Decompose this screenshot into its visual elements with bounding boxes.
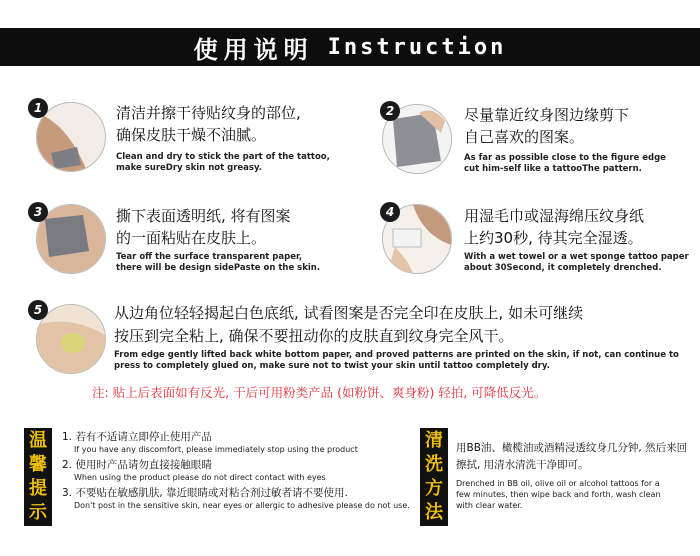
clean-label-char: 洗 xyxy=(425,454,443,475)
tip-en: When using the product please do not direct contact with eyes xyxy=(74,473,326,482)
reflection-note: 注: 贴上后表面如有反光, 干后可用粉类产品 (如粉饼、爽身粉) 轻拍, 可降低反光。 xyxy=(92,385,547,400)
tips-label-char: 馨 xyxy=(29,454,47,475)
tip-en: If you have any discomfort, please immediately stop using the product xyxy=(74,445,358,454)
step-2-zh-line1: 尽量靠近纹身图边缘剪下 xyxy=(464,106,630,124)
step-1-zh-line1: 清洁并擦干待贴纹身的部位, xyxy=(116,104,301,122)
step-5-en: From edge gently lifted back white bottom paper, and proved patterns are printed on the skin, if not, can continue to press to completely glued on, make sure not to twist your skin until tattoo completely dry. xyxy=(114,350,679,371)
tip-zh: 3. 不要贴在敏感肌肤, 靠近眼睛或对粘合剂过敏者请不要使用. xyxy=(62,487,348,499)
step-5-zh-line2: 按压到完全粘上, 确保不要扭动你的皮肤直到纹身完全风干。 xyxy=(114,327,514,345)
step-3-en: Tear off the surface transparent paper, there will be design sidePaste on the skin. xyxy=(116,252,321,273)
clean-method-zh: 用BB油、橄榄油或酒精浸透纹身几分钟, 然后来回擦拭, 用清水清洗干净即可。 xyxy=(456,442,688,471)
title-bar xyxy=(0,28,700,66)
step-2-number: 2 xyxy=(380,101,400,121)
tips-label xyxy=(24,428,52,526)
tips-label-char: 提 xyxy=(29,478,47,499)
tip-zh: 1. 若有不适请立即停止使用产品 xyxy=(62,431,212,443)
clean-label xyxy=(420,428,448,526)
clean-label-char: 方 xyxy=(425,478,443,499)
step-2-en: As far as possible close to the figure edge cut him-self like a tattooThe pattern. xyxy=(464,153,666,174)
tips-label-char: 示 xyxy=(29,502,47,523)
clean-label-char: 清 xyxy=(425,430,443,451)
step-3-zh-line2: 的一面粘贴在皮肤上。 xyxy=(116,229,267,247)
step-4-number: 4 xyxy=(380,202,400,222)
step-4-en: With a wet towel or a wet sponge tattoo paper about 30Second, it completely drenched. xyxy=(464,252,689,273)
title-en: Instruction xyxy=(327,34,507,60)
step-1-zh-line2: 确保皮肤干燥不油腻。 xyxy=(116,126,267,144)
tip-zh: 2. 使用时产品请勿直接接触眼睛 xyxy=(62,459,212,471)
step-5-number: 5 xyxy=(28,300,48,320)
step-4-zh-line2: 上约30秒, 待其完全湿透。 xyxy=(464,229,643,247)
step-3-number: 3 xyxy=(28,202,48,222)
step-4-zh-line1: 用湿毛巾或湿海绵压纹身纸 xyxy=(464,207,645,225)
step-3-zh-line1: 撕下表面透明纸, 将有图案 xyxy=(116,207,291,225)
tips-list xyxy=(62,430,412,514)
tips-label-char: 温 xyxy=(29,430,47,451)
step-1-en: Clean and dry to stick the part of the tattoo, make sureDry skin not greasy. xyxy=(116,152,330,173)
title-zh: 使用说明 xyxy=(193,35,314,64)
clean-method-en: Drenched in BB oil, olive oil or alcohol tattoos for a few minutes, then wipe back and forth, wash clean with clear water. xyxy=(456,479,661,510)
step-1-number: 1 xyxy=(28,98,48,118)
step-2-zh-line2: 自己喜欢的图案。 xyxy=(464,128,585,146)
step-5-zh-line1: 从边角位轻轻揭起白色底纸, 试看图案是否完全印在皮肤上, 如未可继续 xyxy=(114,304,584,322)
clean-label-char: 法 xyxy=(425,502,443,523)
tip-en: Don't post in the sensitive skin, near eyes or allergic to adhesive please do not use. xyxy=(74,501,410,510)
